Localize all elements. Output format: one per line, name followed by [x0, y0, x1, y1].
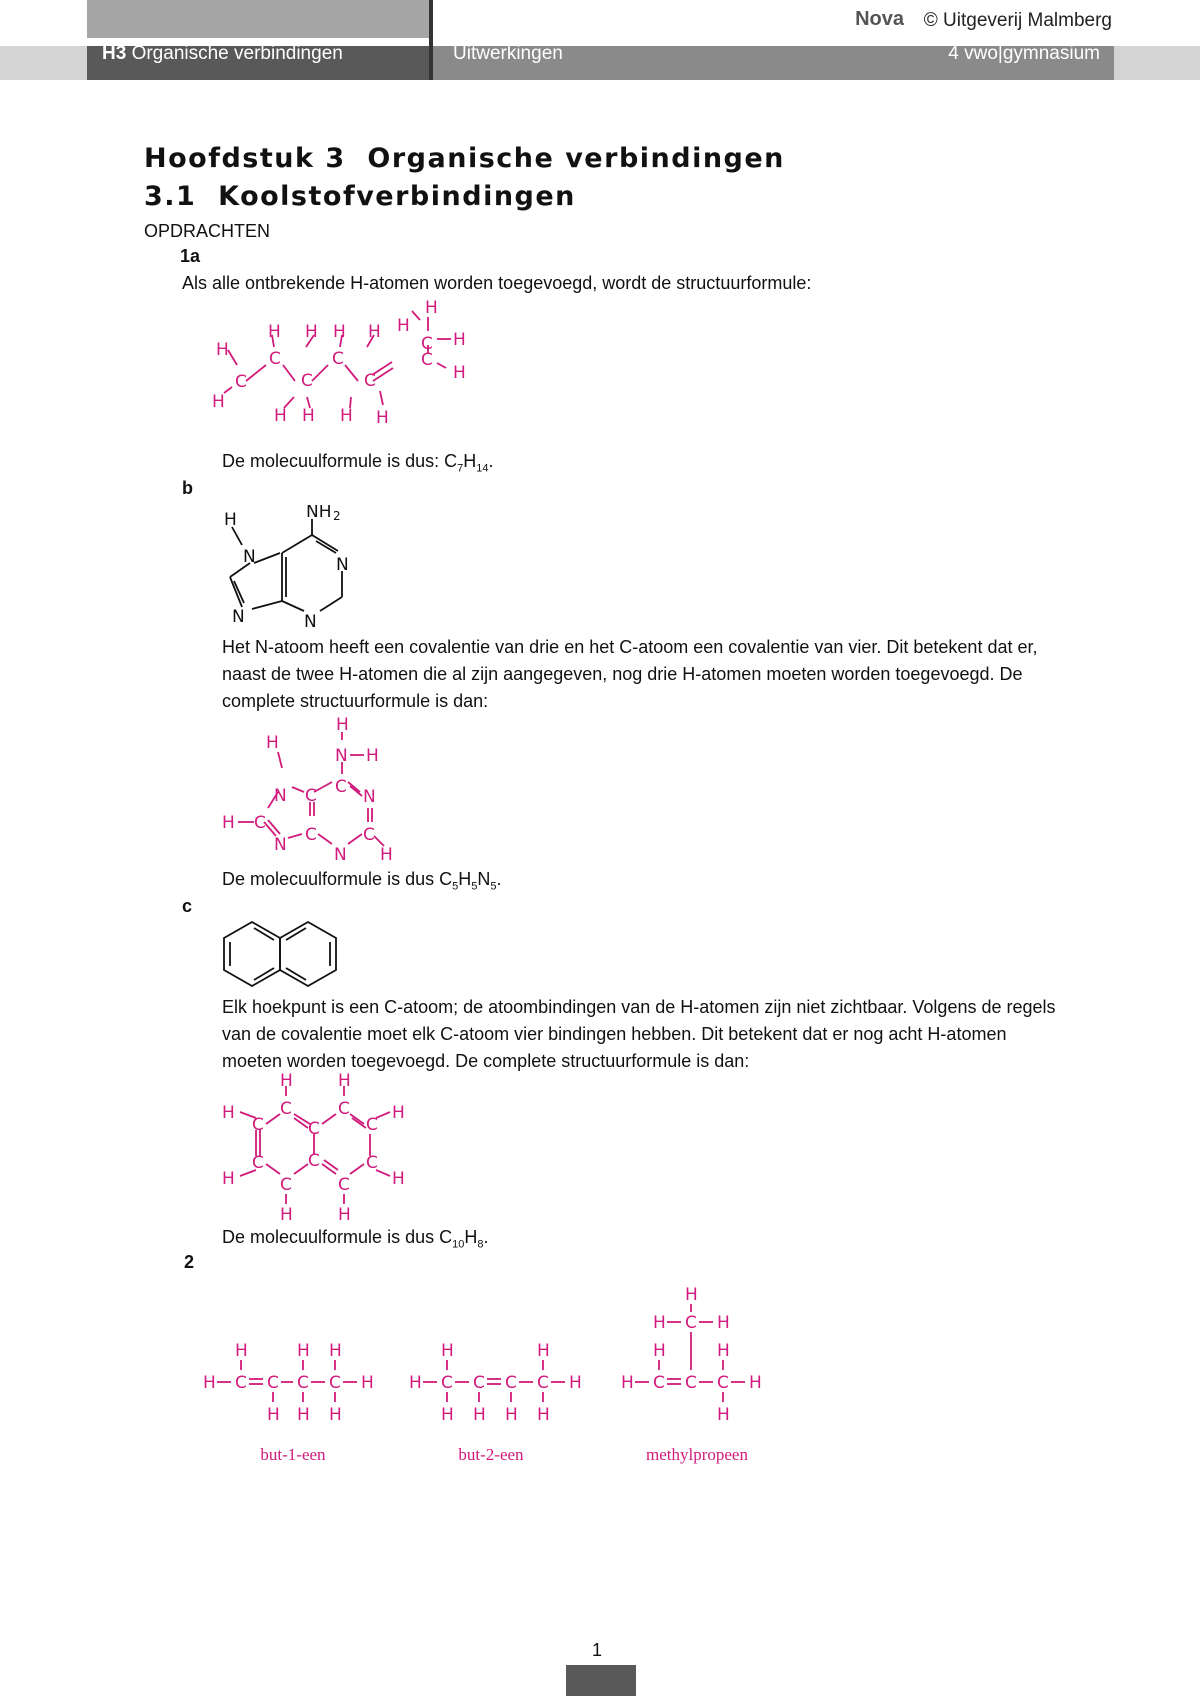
svg-text:C: C — [254, 813, 266, 833]
svg-text:C: C — [308, 1119, 320, 1139]
svg-text:N: N — [274, 835, 287, 855]
svg-text:H: H — [441, 1341, 454, 1361]
svg-text:C: C — [473, 1373, 485, 1393]
svg-text:C: C — [235, 1373, 247, 1393]
svg-text:C: C — [421, 334, 433, 354]
svg-text:C: C — [505, 1373, 517, 1393]
svg-text:C: C — [338, 1099, 350, 1119]
header-chapter: H3 Organische verbindingen — [102, 43, 343, 64]
page-number: 1 — [592, 1640, 603, 1660]
svg-text:H: H — [338, 1072, 351, 1091]
structure-but-1-een — [203, 1341, 374, 1425]
svg-text:H: H — [392, 1103, 405, 1123]
page-title: Hoofdstuk 3 Organische verbindingen — [144, 143, 785, 174]
svg-text:C: C — [653, 1373, 665, 1393]
svg-text:H: H — [222, 813, 235, 833]
svg-text:C: C — [366, 1153, 378, 1173]
svg-text:C: C — [267, 1373, 279, 1393]
svg-text:H: H — [397, 316, 410, 336]
svg-text:H: H — [392, 1169, 405, 1189]
svg-text:H: H — [224, 510, 237, 530]
question-1b-text: Het N-atoom heeft een covalentie van drie en het C-atoom een covalentie van vier. Dit betekent dat er, naast de twee H-atomen die al zijn aangegeven, nog drie H-atomen moeten worden toegevoegd. De complete structuurformule is dan: — [222, 637, 1038, 711]
svg-text:C: C — [280, 1175, 292, 1195]
svg-text:H: H — [329, 1341, 342, 1361]
structure-heptene — [210, 295, 490, 450]
svg-text:H: H — [453, 330, 466, 350]
caption-but-2-een: but-2-een — [458, 1445, 524, 1464]
footer-tab — [566, 1665, 636, 1696]
question-1a-text: Als alle ontbrekende H-atomen worden toegevoegd, wordt de structuurformule: — [182, 273, 812, 293]
header-publisher: © Uitgeverij Malmberg — [923, 10, 1112, 31]
header-top-block — [87, 0, 429, 38]
svg-text:H: H — [305, 322, 318, 342]
structure-naphthalene-complete — [218, 1072, 418, 1232]
svg-text:H: H — [380, 845, 393, 865]
svg-text:H: H — [280, 1205, 293, 1225]
svg-text:N: N — [336, 555, 349, 575]
svg-text:C: C — [685, 1313, 697, 1333]
svg-text:H: H — [280, 1072, 293, 1091]
svg-text:H: H — [653, 1313, 666, 1333]
svg-text:H: H — [409, 1373, 422, 1393]
svg-text:H: H — [425, 298, 438, 318]
question-1a-label: 1a — [180, 246, 201, 266]
structure-but-2-een — [409, 1341, 582, 1425]
svg-text:H: H — [653, 1341, 666, 1361]
header-brand: Nova — [855, 8, 904, 30]
section-title: 3.1 Koolstofverbindingen — [144, 181, 576, 212]
structures-butene-isomers — [195, 1280, 775, 1470]
svg-text:C: C — [305, 825, 317, 845]
svg-text:H: H — [376, 408, 389, 428]
svg-text:C: C — [441, 1373, 453, 1393]
svg-text:C: C — [269, 349, 281, 369]
question-2-label: 2 — [184, 1252, 195, 1272]
svg-text:NH: NH — [306, 505, 332, 522]
svg-text:C: C — [366, 1115, 378, 1135]
section-label: OPDRACHTEN — [144, 221, 271, 241]
svg-text:H: H — [361, 1373, 374, 1393]
caption-but-1-een: but-1-een — [260, 1445, 326, 1464]
question-1b-label: b — [182, 478, 193, 498]
svg-text:H: H — [235, 1341, 248, 1361]
svg-text:H: H — [329, 1405, 342, 1425]
svg-text:H: H — [340, 406, 353, 426]
svg-text:H: H — [453, 363, 466, 383]
svg-text:H: H — [537, 1341, 550, 1361]
svg-text:H: H — [222, 1169, 235, 1189]
svg-text:C: C — [280, 1099, 292, 1119]
svg-text:H: H — [302, 406, 315, 426]
svg-text:H: H — [216, 340, 229, 360]
svg-text:H: H — [297, 1341, 310, 1361]
svg-text:H: H — [621, 1373, 634, 1393]
svg-text:N: N — [334, 845, 347, 865]
svg-text:H: H — [333, 322, 346, 342]
svg-text:C: C — [363, 825, 375, 845]
svg-text:C: C — [301, 371, 313, 391]
structure-adenine-complete — [218, 712, 418, 872]
svg-text:C: C — [235, 372, 247, 392]
svg-text:C: C — [297, 1373, 309, 1393]
svg-text:H: H — [537, 1405, 550, 1425]
structure-adenine-skeletal — [220, 505, 360, 630]
header-section: Uitwerkingen — [453, 43, 563, 64]
svg-text:N: N — [243, 547, 256, 567]
svg-text:C: C — [308, 1151, 320, 1171]
svg-text:H: H — [336, 715, 349, 735]
svg-text:H: H — [338, 1205, 351, 1225]
svg-text:C: C — [421, 350, 433, 370]
svg-text:C: C — [335, 777, 347, 797]
svg-text:H: H — [717, 1341, 730, 1361]
svg-text:C: C — [252, 1153, 264, 1173]
header-level: 4 vwo|gymnasium — [948, 43, 1100, 64]
svg-text:H: H — [203, 1373, 216, 1393]
svg-text:C: C — [685, 1373, 697, 1393]
question-1c-formula: De molecuulformule is dus $C_{10}H_8$. — [222, 1227, 489, 1251]
svg-text:N: N — [232, 607, 245, 627]
svg-text:C: C — [329, 1373, 341, 1393]
svg-text:H: H — [505, 1405, 518, 1425]
svg-text:H: H — [569, 1373, 582, 1393]
svg-text:C: C — [332, 349, 344, 369]
svg-text:H: H — [717, 1405, 730, 1425]
svg-text:H: H — [268, 322, 281, 342]
svg-text:H: H — [749, 1373, 762, 1393]
svg-text:H: H — [266, 733, 279, 753]
svg-text:N: N — [274, 786, 287, 806]
svg-text:H: H — [274, 406, 287, 426]
svg-text:H: H — [368, 322, 381, 342]
svg-text:C: C — [537, 1373, 549, 1393]
svg-text:H: H — [222, 1103, 235, 1123]
svg-text:C: C — [305, 786, 317, 806]
svg-text:N: N — [304, 612, 317, 630]
structure-naphthalene-skeletal — [220, 918, 350, 994]
svg-text:C: C — [364, 371, 376, 391]
svg-text:N: N — [363, 787, 376, 807]
svg-text:N: N — [335, 746, 348, 766]
svg-text:H: H — [685, 1285, 698, 1305]
question-1c-text: Elk hoekpunt is een C-atoom; de atoombindingen van de H-atomen zijn niet zichtbaar. Volgens de regels van de covalentie moet elk C-atoom vier bindingen hebben. Dit betekent dat er nog acht H-atomen moeten worden toegevoegd. De complete structuurformule is dan: — [222, 997, 1056, 1071]
question-1a-formula: De molecuulformule is dus: $C_7H_{14}$. — [222, 451, 494, 475]
svg-text:H: H — [717, 1313, 730, 1333]
svg-text:H: H — [441, 1405, 454, 1425]
svg-text:H: H — [212, 392, 225, 412]
question-1b-formula: De molecuulformule is dus $C_5H_5N_5$. — [222, 869, 502, 893]
question-1c-label: c — [182, 896, 193, 916]
caption-methylpropeen: methylpropeen — [646, 1445, 748, 1464]
header-divider — [429, 0, 433, 80]
svg-text:H: H — [473, 1405, 486, 1425]
svg-text:H: H — [297, 1405, 310, 1425]
svg-text:2: 2 — [333, 509, 341, 523]
svg-text:C: C — [717, 1373, 729, 1393]
svg-text:C: C — [338, 1175, 350, 1195]
svg-text:H: H — [267, 1405, 280, 1425]
svg-text:C: C — [252, 1115, 264, 1135]
svg-text:H: H — [366, 746, 379, 766]
